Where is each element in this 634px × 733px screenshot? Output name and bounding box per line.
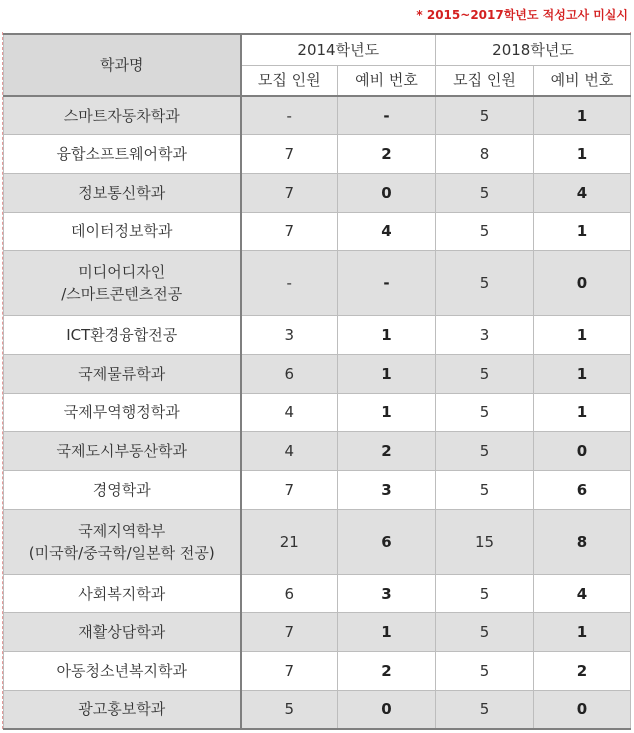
recruit-2014-cell: 6 [241,574,338,613]
dept-name-cell [4,574,241,613]
dept-name-line: 국제물류학과 [78,364,166,383]
reserve-2014-cell: 1 [338,393,436,432]
recruit-2018-cell: 5 [436,96,534,135]
dept-name-line: 광고홍보학과 [78,700,166,719]
reserve-2018-cell: 4 [534,173,631,212]
reserve-2014-cell: 1 [338,354,436,393]
dept-name-line: 사회복지학과 [78,584,166,603]
dept-name-cell [4,652,241,691]
reserve-2018-cell: 1 [534,354,631,393]
recruit-2018-cell: 5 [436,354,534,393]
table-row [4,96,631,135]
recruit-2014-cell: 4 [241,393,338,432]
recruit-2018-cell: 5 [436,251,534,316]
recruit-2014-cell: 7 [241,173,338,212]
year-header-2014: 2014학년도 [241,34,436,65]
year-header-2018: 2018학년도 [436,34,631,65]
note-text: * 2015~2017학년도 적성고사 미실시 [416,8,628,22]
recruit-2018-cell: 8 [436,135,534,174]
dept-name-line: 국제도시부동산학과 [56,442,187,461]
dept-name-line: 미디어디자인 [78,263,166,282]
recruit-2014-cell: 6 [241,354,338,393]
table-row [4,173,631,212]
recruit-2014-cell: 7 [241,652,338,691]
dept-name-cell [4,613,241,652]
dept-name-cell [4,432,241,471]
dept-name-line: 재활상담학과 [78,623,166,642]
reserve-2014-cell: 3 [338,471,436,510]
reserve-2018-cell: 1 [534,613,631,652]
dept-name-line: 국제무역행정학과 [63,403,180,422]
recruit-2018-cell: 5 [436,173,534,212]
recruit-2018-cell: 5 [436,613,534,652]
dept-name-line: 융합소프트웨어학과 [56,145,187,164]
recruit-2018-cell: 5 [436,393,534,432]
recruit-2014-cell: 7 [241,212,338,251]
table-row [4,690,631,729]
reserve-2018-cell: 0 [534,432,631,471]
recruit-2018-cell: 5 [436,690,534,729]
reserve-2014-cell: - [338,251,436,316]
dept-name-line: (미국학/중국학/일본학 전공) [28,543,215,562]
reserve-2014-cell: 1 [338,316,436,355]
dept-name-cell [4,509,241,574]
reserve-2018-cell: 1 [534,316,631,355]
reserve-2018-cell: 1 [534,393,631,432]
dept-name-line: /스마트콘텐츠전공 [61,285,183,304]
reserve-2018-cell: 1 [534,96,631,135]
dept-header: 학과명 [4,34,241,96]
reserve-2018-cell: 4 [534,574,631,613]
table-row [4,393,631,432]
reserve-2014-cell: 3 [338,574,436,613]
recruit-2018-cell: 5 [436,652,534,691]
recruit-2014-cell: 21 [241,509,338,574]
recruit-2018-cell: 5 [436,212,534,251]
reserve-2018-cell: 1 [534,212,631,251]
reserve-2014-cell: 2 [338,135,436,174]
reserve-2018-cell: 8 [534,509,631,574]
recruit-2014-cell: 7 [241,471,338,510]
dept-name-line: ICT환경융합전공 [66,326,178,345]
reserve-2018-cell: 2 [534,652,631,691]
recruit-2014-cell: 5 [241,690,338,729]
dept-name-cell [4,393,241,432]
dept-name-line: 아동청소년복지학과 [56,661,187,680]
dept-name-cell [4,212,241,251]
table-row [4,251,631,316]
recruit-2018-cell: 5 [436,574,534,613]
table-body [4,96,631,729]
dept-name-cell [4,690,241,729]
reserve-2014-cell: 6 [338,509,436,574]
table-row [4,354,631,393]
reserve-2014-cell: 0 [338,173,436,212]
recruit-2018-cell: 3 [436,316,534,355]
table-row [4,574,631,613]
subheader-2018-recruit: 모집 인원 [436,65,534,96]
reserve-2018-cell: 0 [534,251,631,316]
reserve-2018-cell: 0 [534,690,631,729]
reserve-2014-cell: 1 [338,613,436,652]
table-row [4,613,631,652]
table-row [4,432,631,471]
recruit-2014-cell: - [241,251,338,316]
dept-name-line: 데이터정보학과 [71,222,173,241]
recruit-2014-cell: 7 [241,613,338,652]
recruit-2014-cell: 7 [241,135,338,174]
recruit-2018-cell: 15 [436,509,534,574]
dept-name-cell [4,471,241,510]
table-row [4,316,631,355]
dept-name-cell [4,173,241,212]
reserve-2014-cell: 4 [338,212,436,251]
recruit-2014-cell: 4 [241,432,338,471]
dept-name-cell [4,251,241,316]
subheader-2014-reserve: 예비 번호 [338,65,436,96]
reserve-2018-cell: 6 [534,471,631,510]
reserve-2014-cell: 0 [338,690,436,729]
table-row [4,652,631,691]
admission-table [3,33,631,730]
table-row [4,471,631,510]
dept-name-line: 경영학과 [92,480,151,499]
dept-name-line: 정보통신학과 [78,183,166,202]
reserve-2014-cell: - [338,96,436,135]
reserve-2014-cell: 2 [338,432,436,471]
recruit-2014-cell: 3 [241,316,338,355]
dept-name-cell [4,316,241,355]
dept-name-line: 스마트자동차학과 [63,106,180,125]
dept-name-cell [4,354,241,393]
table-row [4,509,631,574]
dept-name-cell [4,96,241,135]
dept-name-line: 국제지역학부 [78,521,166,540]
reserve-2018-cell: 1 [534,135,631,174]
table-row [4,135,631,174]
recruit-2014-cell: - [241,96,338,135]
recruit-2018-cell: 5 [436,471,534,510]
dept-name-cell [4,135,241,174]
recruit-2018-cell: 5 [436,432,534,471]
subheader-2018-reserve: 예비 번호 [534,65,631,96]
reserve-2014-cell: 2 [338,652,436,691]
subheader-2014-recruit: 모집 인원 [241,65,338,96]
table-row [4,212,631,251]
